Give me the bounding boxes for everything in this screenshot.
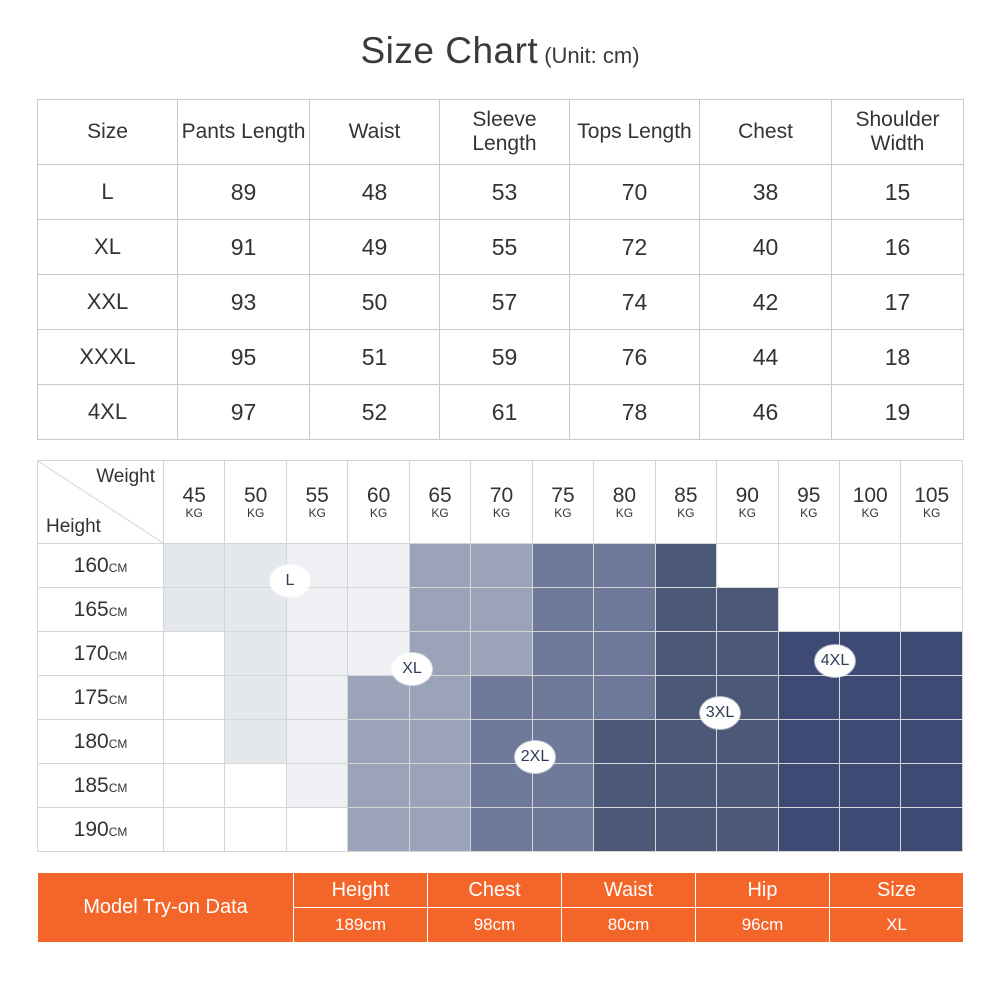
cell-chest: 40 <box>700 220 832 275</box>
cell-pants-length: 89 <box>178 165 310 220</box>
matrix-size-badge: L <box>270 565 310 597</box>
matrix-row <box>38 588 963 632</box>
matrix-weight-header <box>839 461 900 544</box>
matrix-cell <box>409 808 470 852</box>
matrix-row <box>38 764 963 808</box>
model-value-waist: 80cm <box>562 908 696 943</box>
height-weight-matrix <box>37 460 963 849</box>
matrix-weight-unit: KG <box>677 505 695 520</box>
matrix-weight-header <box>901 461 963 544</box>
matrix-cell <box>409 588 470 632</box>
matrix-height-value: 160 <box>73 553 109 577</box>
matrix-cell <box>164 544 225 588</box>
matrix-row <box>38 720 963 764</box>
matrix-cell <box>594 676 655 720</box>
matrix-weight-label: Weight <box>96 466 155 487</box>
cell-size: XXL <box>38 275 178 330</box>
col-header-shoulder-width: Shoulder Width <box>832 100 964 165</box>
matrix-weight-header <box>655 461 716 544</box>
matrix-weight-unit: KG <box>185 505 203 520</box>
matrix-cell <box>778 808 839 852</box>
cell-size: XXXL <box>38 330 178 385</box>
matrix-cell <box>594 588 655 632</box>
matrix-row <box>38 544 963 588</box>
matrix-height-header <box>38 544 164 588</box>
matrix-cell <box>901 588 963 632</box>
cell-sleeve-length: 55 <box>440 220 570 275</box>
matrix-cell <box>778 588 839 632</box>
matrix-cell <box>655 588 716 632</box>
matrix-height-unit: CM <box>108 604 128 619</box>
matrix-height-label: Height <box>46 516 101 537</box>
matrix-row <box>38 808 963 852</box>
cell-waist: 52 <box>310 385 440 440</box>
cell-shoulder-width: 19 <box>832 385 964 440</box>
matrix-weight-value: 90 <box>735 483 759 507</box>
cell-shoulder-width: 17 <box>832 275 964 330</box>
matrix-height-unit: CM <box>108 560 128 575</box>
matrix-cell <box>471 544 532 588</box>
cell-pants-length: 91 <box>178 220 310 275</box>
cell-pants-length: 97 <box>178 385 310 440</box>
page-title <box>0 30 1000 72</box>
cell-size: 4XL <box>38 385 178 440</box>
matrix-cell <box>471 676 532 720</box>
size-measurements-table <box>37 99 964 440</box>
model-col-waist: Waist <box>562 873 696 908</box>
cell-pants-length: 95 <box>178 330 310 385</box>
matrix-cell <box>717 588 778 632</box>
matrix-weight-unit: KG <box>554 505 572 520</box>
cell-sleeve-length: 57 <box>440 275 570 330</box>
matrix-cell <box>471 808 532 852</box>
matrix-cell <box>225 720 286 764</box>
matrix-cell <box>409 764 470 808</box>
cell-waist: 51 <box>310 330 440 385</box>
matrix-cell <box>532 676 593 720</box>
matrix-height-unit: CM <box>108 736 128 751</box>
cell-sleeve-length: 59 <box>440 330 570 385</box>
matrix-height-value: 180 <box>73 729 109 753</box>
matrix-cell <box>164 588 225 632</box>
matrix-size-badge: 4XL <box>815 645 855 677</box>
matrix-cell <box>532 632 593 676</box>
matrix-height-header <box>38 764 164 808</box>
model-value-hip: 96cm <box>696 908 830 943</box>
matrix-cell <box>655 544 716 588</box>
matrix-cell <box>717 544 778 588</box>
matrix-cell <box>348 808 409 852</box>
matrix-cell <box>348 720 409 764</box>
matrix-cell <box>717 808 778 852</box>
matrix-weight-value: 70 <box>489 483 514 507</box>
matrix-cell <box>778 676 839 720</box>
cell-tops-length: 74 <box>570 275 700 330</box>
cell-shoulder-width: 15 <box>832 165 964 220</box>
matrix-weight-unit: KG <box>492 505 511 520</box>
matrix-height-value: 190 <box>73 817 109 841</box>
matrix-cell <box>839 720 900 764</box>
model-col-size: Size <box>830 873 964 908</box>
matrix-weight-unit: KG <box>308 505 326 520</box>
matrix-cell <box>901 632 963 676</box>
matrix-height-unit: CM <box>108 648 128 663</box>
matrix-weight-header <box>286 461 347 544</box>
matrix-weight-header <box>594 461 655 544</box>
cell-tops-length: 70 <box>570 165 700 220</box>
matrix-cell <box>655 764 716 808</box>
table-row <box>38 165 964 220</box>
matrix-height-value: 165 <box>73 597 109 621</box>
matrix-weight-value: 50 <box>244 483 268 507</box>
matrix-cell <box>164 720 225 764</box>
matrix-cell <box>348 764 409 808</box>
model-value-height: 189cm <box>294 908 428 943</box>
model-col-hip: Hip <box>696 873 830 908</box>
matrix-cell <box>471 588 532 632</box>
matrix-cell <box>409 544 470 588</box>
matrix-height-header <box>38 720 164 764</box>
matrix-cell <box>532 808 593 852</box>
matrix-weight-header <box>778 461 839 544</box>
cell-shoulder-width: 16 <box>832 220 964 275</box>
matrix-size-badge: 3XL <box>700 697 740 729</box>
title-main: Size Chart <box>360 30 539 71</box>
matrix-height-unit: CM <box>108 780 128 795</box>
matrix-weight-header <box>225 461 286 544</box>
matrix-height-unit: CM <box>108 824 128 839</box>
cell-shoulder-width: 18 <box>832 330 964 385</box>
matrix-cell <box>471 632 532 676</box>
matrix-cell <box>717 632 778 676</box>
cell-size: L <box>38 165 178 220</box>
matrix-cell <box>286 808 347 852</box>
matrix-cell <box>164 808 225 852</box>
matrix-cell <box>901 720 963 764</box>
matrix-weight-header <box>164 461 225 544</box>
matrix-cell <box>594 544 655 588</box>
matrix-cell <box>901 808 963 852</box>
matrix-weight-unit: KG <box>800 505 818 520</box>
col-header-pants-length: Pants Length <box>178 100 310 165</box>
model-col-height: Height <box>294 873 428 908</box>
matrix-weight-header <box>348 461 409 544</box>
cell-sleeve-length: 61 <box>440 385 570 440</box>
matrix-cell <box>839 676 900 720</box>
matrix-cell <box>532 544 593 588</box>
cell-sleeve-length: 53 <box>440 165 570 220</box>
matrix-cell <box>286 720 347 764</box>
matrix-weight-value: 80 <box>612 483 637 507</box>
model-col-chest: Chest <box>428 873 562 908</box>
matrix-cell <box>594 720 655 764</box>
matrix-cell <box>839 764 900 808</box>
matrix-cell <box>348 544 409 588</box>
matrix-cell <box>225 632 286 676</box>
matrix-weight-value: 85 <box>674 483 698 507</box>
matrix-cell <box>839 588 900 632</box>
cell-tops-length: 76 <box>570 330 700 385</box>
model-value-size: XL <box>830 908 964 943</box>
matrix-weight-unit: KG <box>923 505 941 520</box>
matrix-cell <box>286 676 347 720</box>
col-header-tops-length: Tops Length <box>570 100 700 165</box>
matrix-cell <box>409 720 470 764</box>
model-label: Model Try-on Data <box>38 873 294 943</box>
matrix-cell <box>778 720 839 764</box>
matrix-height-header <box>38 676 164 720</box>
matrix-weight-unit: KG <box>247 505 265 520</box>
model-value-chest: 98cm <box>428 908 562 943</box>
matrix-cell <box>655 808 716 852</box>
matrix-cell <box>532 588 593 632</box>
cell-pants-length: 93 <box>178 275 310 330</box>
matrix-size-badge: 2XL <box>515 741 555 773</box>
matrix-weight-value: 55 <box>305 483 329 507</box>
matrix-row <box>38 676 963 720</box>
cell-waist: 49 <box>310 220 440 275</box>
matrix-weight-unit: KG <box>738 505 756 520</box>
matrix-weight-unit: KG <box>431 505 449 520</box>
matrix-cell <box>164 632 225 676</box>
matrix-weight-unit: KG <box>615 505 634 520</box>
matrix-cell <box>655 632 716 676</box>
matrix-cell <box>901 676 963 720</box>
cell-chest: 46 <box>700 385 832 440</box>
matrix-height-unit: CM <box>108 692 128 707</box>
matrix-header-row <box>38 461 963 544</box>
cell-chest: 38 <box>700 165 832 220</box>
matrix-weight-value: 95 <box>797 483 821 507</box>
matrix-weight-value: 60 <box>366 483 391 507</box>
matrix-size-badge: XL <box>392 653 432 685</box>
cell-chest: 44 <box>700 330 832 385</box>
matrix-weight-unit: KG <box>369 505 388 520</box>
cell-tops-length: 78 <box>570 385 700 440</box>
matrix-cell <box>717 764 778 808</box>
table-header-row <box>38 100 964 165</box>
matrix-cell <box>655 720 716 764</box>
matrix-weight-header <box>717 461 778 544</box>
matrix-cell <box>594 764 655 808</box>
table-row <box>38 275 964 330</box>
matrix-cell <box>225 764 286 808</box>
table-row <box>38 330 964 385</box>
matrix-cell <box>225 676 286 720</box>
matrix-cell <box>594 808 655 852</box>
matrix-cell <box>348 588 409 632</box>
matrix-cell <box>286 632 347 676</box>
matrix-cell <box>839 544 900 588</box>
matrix-cell <box>778 544 839 588</box>
matrix-height-value: 175 <box>73 685 109 709</box>
col-header-sleeve-length: Sleeve Length <box>440 100 570 165</box>
matrix-cell <box>164 764 225 808</box>
matrix-weight-header <box>409 461 470 544</box>
model-tryon-table <box>37 872 964 943</box>
matrix-corner-cell <box>38 461 164 544</box>
cell-waist: 48 <box>310 165 440 220</box>
matrix-weight-value: 65 <box>428 483 452 507</box>
title-unit: (Unit: cm) <box>544 43 640 68</box>
cell-tops-length: 72 <box>570 220 700 275</box>
matrix-height-header <box>38 632 164 676</box>
model-header-row <box>38 873 964 908</box>
matrix-weight-value: 45 <box>182 483 206 507</box>
matrix-weight-value: 75 <box>551 483 575 507</box>
matrix-cell <box>594 632 655 676</box>
col-header-size: Size <box>38 100 178 165</box>
matrix-weight-value: 100 <box>852 483 888 507</box>
matrix-weight-header <box>532 461 593 544</box>
col-header-chest: Chest <box>700 100 832 165</box>
matrix-height-value: 170 <box>73 641 109 665</box>
col-header-waist: Waist <box>310 100 440 165</box>
cell-size: XL <box>38 220 178 275</box>
matrix-weight-unit: KG <box>861 505 879 520</box>
matrix-cell <box>286 764 347 808</box>
matrix-cell <box>225 588 286 632</box>
cell-chest: 42 <box>700 275 832 330</box>
cell-waist: 50 <box>310 275 440 330</box>
matrix-height-value: 185 <box>73 773 109 797</box>
matrix-cell <box>901 544 963 588</box>
matrix-cell <box>901 764 963 808</box>
matrix-height-header <box>38 808 164 852</box>
matrix-cell <box>164 676 225 720</box>
matrix-weight-value: 105 <box>914 483 950 507</box>
table-row <box>38 385 964 440</box>
table-row <box>38 220 964 275</box>
matrix-cell <box>778 764 839 808</box>
matrix-cell <box>225 808 286 852</box>
matrix-weight-header <box>471 461 532 544</box>
matrix-cell <box>839 808 900 852</box>
matrix-height-header <box>38 588 164 632</box>
